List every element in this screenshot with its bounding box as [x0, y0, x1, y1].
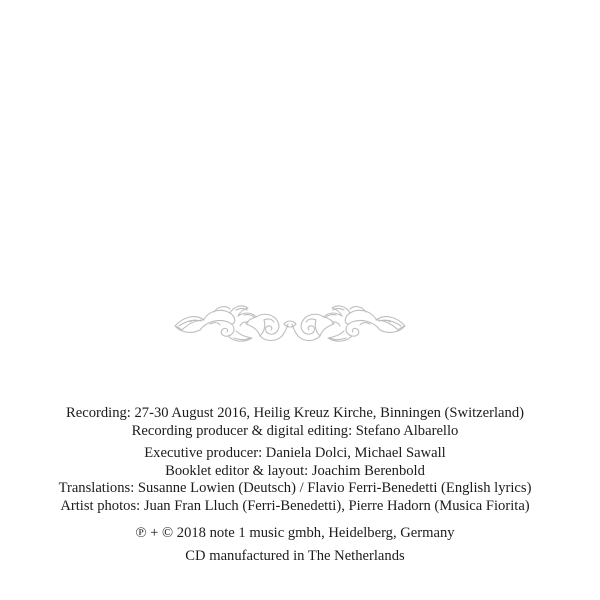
booklet-editor-line: Booklet editor & layout: Joachim Berenbold	[165, 462, 425, 479]
baroque-scroll-ornament-icon	[170, 300, 410, 348]
recording-line: Recording: 27-30 August 2016, Heilig Kreuz Kirche, Binningen (Switzerland)	[66, 405, 524, 421]
credits-block	[0, 405, 590, 565]
executive-producer-line: Executive producer: Daniela Dolci, Michael Sawall	[144, 445, 446, 461]
translations-line: Translations: Susanne Lowien (Deutsch) / Flavio Ferri-Benedetti (English lyrics)	[58, 480, 532, 496]
manufactured-line: CD manufactured in The Netherlands	[185, 547, 405, 564]
recording-producer-line: Recording producer & digital editing: Stefano Albarello	[131, 422, 459, 439]
artist-photos-line: Artist photos: Juan Fran Lluch (Ferri-Benedetti), Pierre Hadorn (Musica Fiorita)	[60, 497, 530, 514]
copyright-line: ℗ + © 2018 note 1 music gmbh, Heidelberg, Germany	[135, 525, 455, 541]
